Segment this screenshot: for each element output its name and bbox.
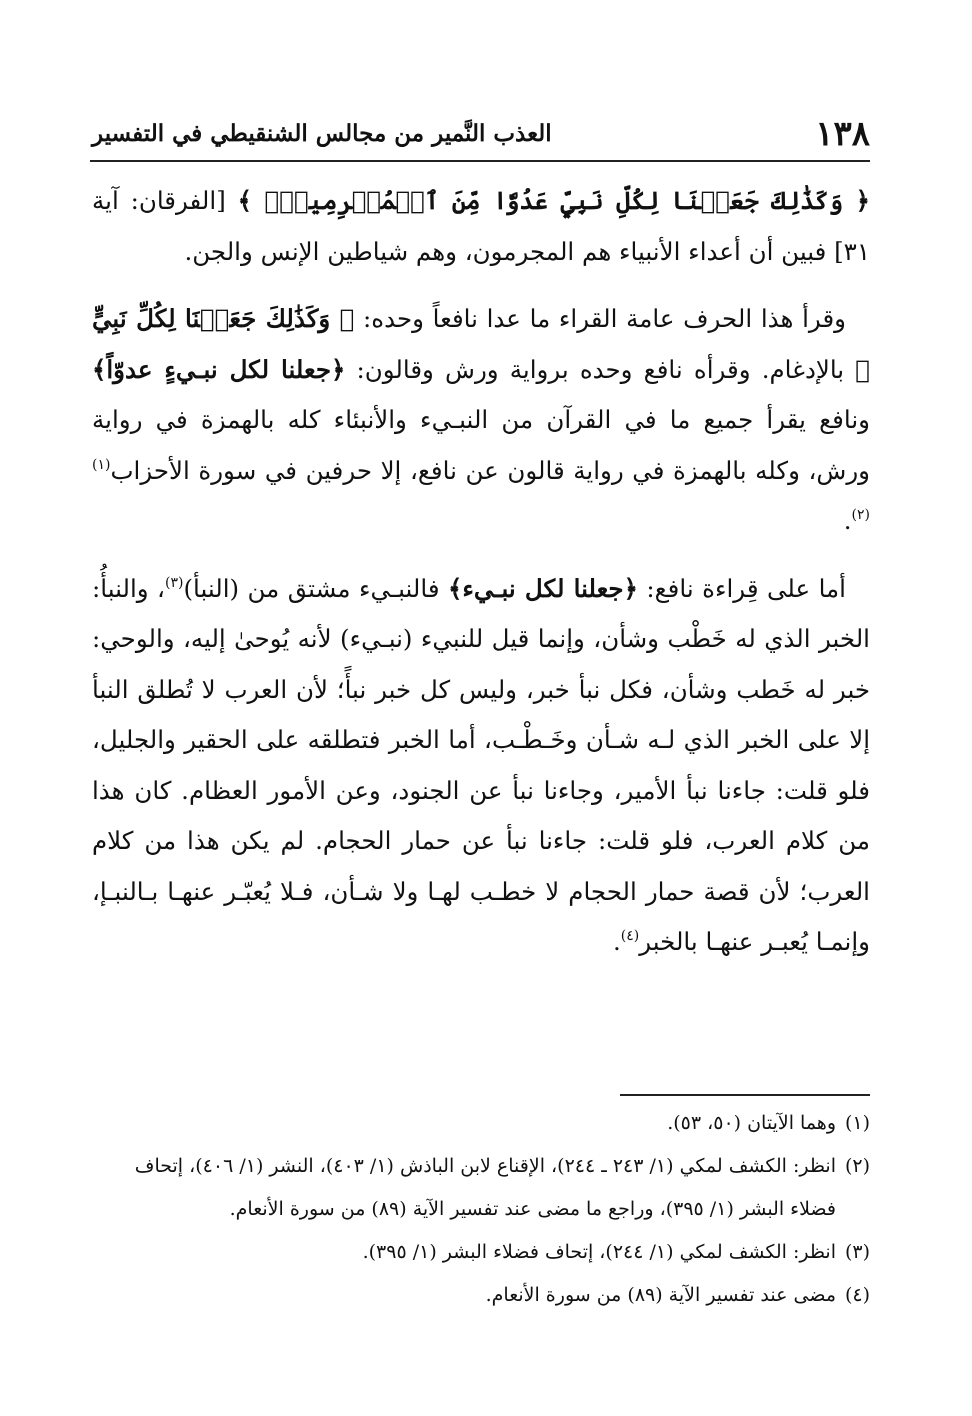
qiraah-quote: ﴿جعلنا لكل نبـيء﴾: [448, 573, 638, 603]
footnote-divider: [620, 1094, 870, 1096]
footnote-number: (٣): [844, 1241, 870, 1263]
footnote-number: (١): [844, 1112, 870, 1134]
footnote-text: مضى عند تفسير الآية (٨٩) من سورة الأنعام.: [485, 1284, 836, 1306]
running-title: العذب النَّمير من مجالس الشنقيطي في التفسير: [92, 120, 552, 147]
quran-verse: ﴿ وَكَذَٰلِكَ جَعَلۡنَا لِكُلِّ نَبِيٍّ عَدُوّٗا مِّنَ ٱلۡمُجۡرِمِينَۗ ﴾: [237, 186, 870, 215]
paragraph-text: فالنبـيء مشتق من (النبأ): [183, 573, 440, 603]
page-number: ١٣٨: [815, 114, 870, 154]
paragraph-text: ، والنبأُ: الخبر الذي له خَطْب وشأن، وإنما قيل للنبيء (نبـيء) لأنه يُوحىٰ إليه، والوحي: خبر له خَطب وشأن، فكل نبأ خبر، وليس كل خبر نبأً؛ لأن العرب لا تُطلق النبأ إلا على الخبر الذي لـه شـأن وخَـطْـب، أما الخبر فتطلقه على الحقير والجليل، فلو قلت: جاءنا نبأ الأمير، وجاءنا نبأ عن الجنود، وعن الأمور العظام. كان هذا من كلام العرب، فلو قلت: جاءنا نبأ عن حمار الحجام. لم يكن هذا من كلام العرب؛ لأن قصة حمار الحجام لا خطـب لهـا ولا شـأن، فـلا يُعبّـر عنهـا بـالنبـإ، وإنمـا يُعبـر عنهـا بالخبر: [92, 573, 870, 956]
paragraph-text: .: [612, 927, 621, 956]
footnote-item: [92, 1274, 870, 1317]
page-header: [92, 108, 870, 154]
footnote-item: [92, 1145, 870, 1231]
paragraph-1: [92, 176, 870, 277]
footnote-ref[interactable]: (١) (٢): [92, 456, 870, 523]
quran-verse: ﴿ وَكَذَٰلِكَ جَعَلۡنَا لِكُلِّ نَبِيٍّ ﴾: [92, 304, 870, 384]
footnote-item: [92, 1231, 870, 1274]
footnote-number: (٢): [844, 1155, 870, 1177]
header-divider: [90, 160, 870, 162]
paragraph-text: بالإدغام. وقرأه نافع وحده برواية ورش وقالون:: [356, 354, 845, 384]
footnote-text: انظر: الكشف لمكي (١/ ٢٤٤)، إتحاف فضلاء البشر (١/ ٣٩٥).: [362, 1241, 836, 1263]
footnote-number: (٤): [844, 1284, 870, 1306]
paragraph-text: [الفرقان: آية ٣١] فبين أن أعداء الأنبياء هم المجرمون، وهم شياطين الإنس والجن.: [92, 186, 870, 266]
paragraph-text: .: [843, 506, 852, 535]
paragraph-3: [92, 564, 870, 968]
paragraph-text: أما على قِراءة نافع:: [646, 573, 846, 603]
paragraph-text: ونافع يقرأ جميع ما في القرآن من النبـيء والأنبئاء كله بالهمزة في رواية ورش، وكله بالهمزة في رواية قالون عن نافع، إلا حرفين في سورة الأحزاب: [92, 405, 870, 485]
footnote-text: وهما الآيتان (٥٠، ٥٣).: [667, 1112, 836, 1134]
paragraph-2: [92, 294, 870, 547]
footnote-text: انظر: الكشف لمكي (١/ ٢٤٣ ـ ٢٤٤)، الإقناع لابن الباذش (١/ ٤٠٣)، النشر (١/ ٤٠٦)، إتحاف فضلاء البشر (١/ ٣٩٥)، وراجع ما مضى عند تفسير الآية (٨٩) من سورة الأنعام.: [134, 1155, 836, 1220]
footnote-ref[interactable]: (٣): [164, 574, 184, 591]
footnote-item: [92, 1102, 870, 1145]
paragraph-text: وقرأ هذا الحرف عامة القراء ما عدا نافعاً وحده:: [363, 304, 846, 333]
footnote-ref[interactable]: (٤): [620, 928, 640, 944]
footnotes: [92, 1102, 870, 1317]
main-text: [92, 176, 870, 985]
qiraah-quote: ﴿جعلنا لكل نبـيءٍ عدوّاً﴾: [92, 354, 346, 384]
